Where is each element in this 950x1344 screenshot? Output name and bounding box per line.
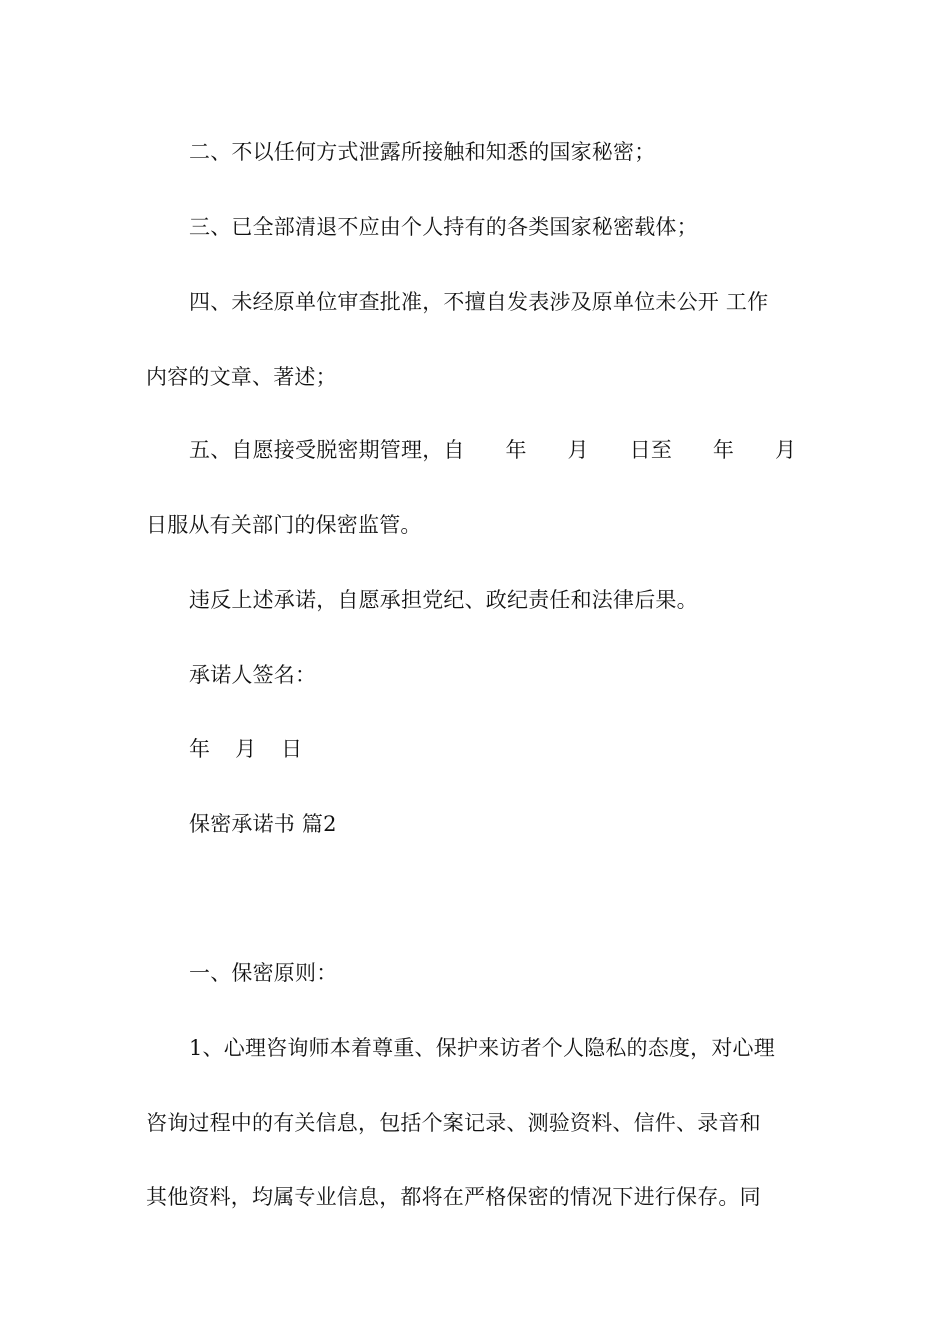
paragraph-item-2: 二、不以任何方式泄露所接触和知悉的国家秘密； (189, 140, 656, 164)
violation-statement: 违反上述承诺，自愿承担党纪、政纪责任和法律后果。 (189, 588, 698, 612)
item-1-line-2: 咨询过程中的有关信息，包括个案记录、测验资料、信件、录音和 (146, 1111, 761, 1135)
principle-heading: 一、保密原则： (189, 961, 338, 985)
signature-label: 承诺人签名： (189, 663, 317, 687)
paragraph-item-3: 三、已全部清退不应由个人持有的各类国家秘密载体； (189, 215, 698, 239)
paragraph-item-4-line-2: 内容的文章、著述； (146, 365, 337, 389)
section-title: 保密承诺书 篇2 (189, 812, 337, 836)
item-1-line-3: 其他资料，均属专业信息，都将在严格保密的情况下进行保存。同 (146, 1185, 761, 1209)
date-label: 年 月 日 (189, 737, 303, 761)
item-1-line-1: 1、心理咨询师本着尊重、保护来访者个人隐私的态度，对心理 (189, 1036, 775, 1060)
paragraph-item-5-line-1: 五、自愿接受脱密期管理，自 年 月 日至 年 月 (189, 438, 797, 462)
paragraph-item-4-line-1: 四、未经原单位审查批准，不擅自发表涉及原单位未公开 工作 (189, 290, 769, 314)
paragraph-item-5-line-2: 日服从有关部门的保密监管。 (146, 513, 422, 537)
